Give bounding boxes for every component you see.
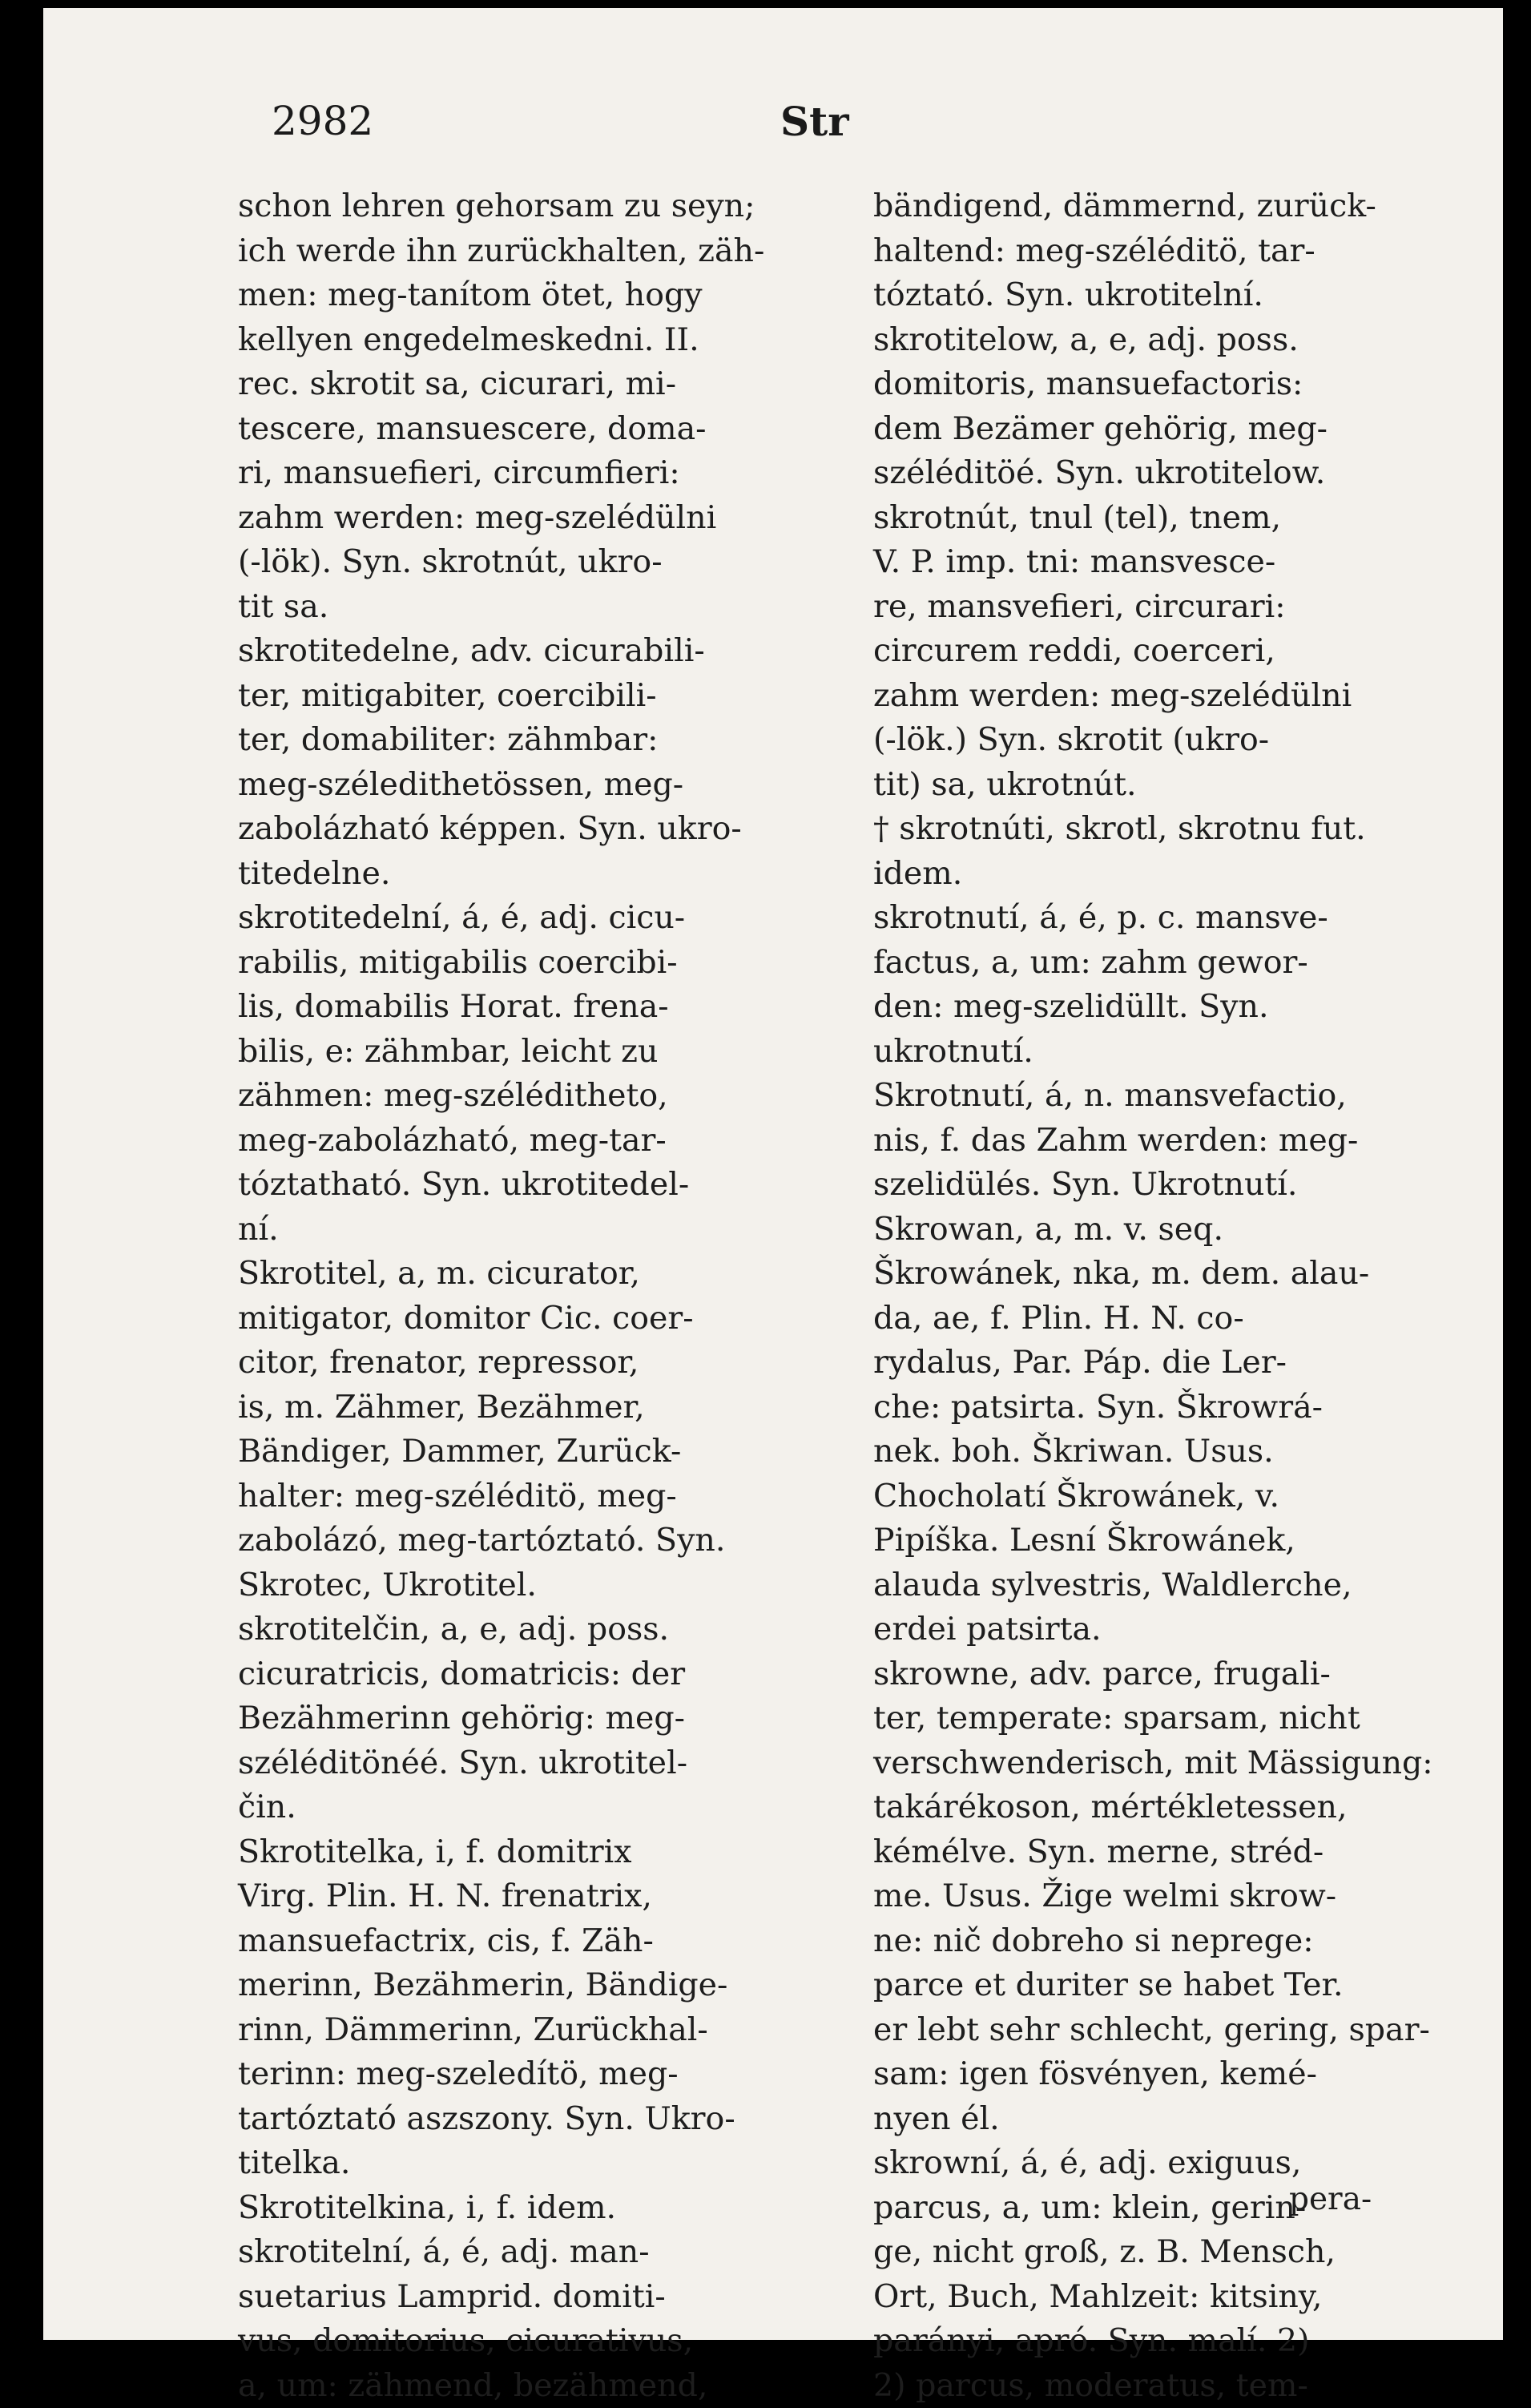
text-line: zabolázó, meg-tartóztató. Syn.: [238, 1519, 799, 1563]
text-line: ne: nič dobreho si neprege:: [873, 1919, 1434, 1964]
text-line: is, m. Zähmer, Bezähmer,: [238, 1386, 799, 1430]
text-line: Skrotitel, a, m. cicurator,: [238, 1252, 799, 1297]
running-head: Str: [780, 98, 849, 145]
text-line: bändigend, dämmernd, zurück-: [873, 184, 1434, 229]
text-line: nyen él.: [873, 2097, 1434, 2142]
text-line: citor, frenator, repressor,: [238, 1341, 799, 1386]
text-line: ge, nicht groß, z. B. Mensch,: [873, 2230, 1434, 2275]
left-column: [238, 184, 799, 2408]
text-line: ri, mansuefieri, circumfieri:: [238, 451, 799, 496]
text-line: † skrotnúti, skrotl, skrotnu fut.: [873, 807, 1434, 852]
text-line: schon lehren gehorsam zu seyn;: [238, 184, 799, 229]
text-line: ní.: [238, 1208, 799, 1252]
text-line: mansuefactrix, cis, f. Zäh-: [238, 1919, 799, 1964]
text-line: erdei patsirta.: [873, 1607, 1434, 1652]
text-line: 2) parcus, moderatus, tem-: [873, 2364, 1434, 2408]
text-line: čin.: [238, 1785, 799, 1830]
text-line: Skrotec, Ukrotitel.: [238, 1563, 799, 1608]
text-line: tit sa.: [238, 585, 799, 630]
text-line: Skrowan, a, m. v. seq.: [873, 1208, 1434, 1252]
text-line: skrotnút, tnul (tel), tnem,: [873, 496, 1434, 541]
text-line: takárékoson, mértékletessen,: [873, 1785, 1434, 1830]
text-line: zahm werden: meg-szelédülni: [873, 674, 1434, 719]
text-line: zähmen: meg-széléditheto,: [238, 1074, 799, 1119]
text-line: parce et duriter se habet Ter.: [873, 1963, 1434, 2008]
text-line: zahm werden: meg-szelédülni: [238, 496, 799, 541]
text-line: skrotnutí, á, é, p. c. mansve-: [873, 896, 1434, 941]
text-line: ich werde ihn zurückhalten, zäh-: [238, 229, 799, 274]
text-line: tartóztató aszszony. Syn. Ukro-: [238, 2097, 799, 2142]
text-line: Skrotitelkina, i, f. idem.: [238, 2186, 799, 2231]
text-line: rinn, Dämmerinn, Zurückhal-: [238, 2008, 799, 2053]
text-line: nek. boh. Škriwan. Usus.: [873, 1430, 1434, 1474]
text-line: titelka.: [238, 2141, 799, 2186]
text-line: parcus, a, um: klein, gerin-: [873, 2186, 1434, 2231]
text-line: sam: igen fösvényen, kemé-: [873, 2052, 1434, 2097]
text-line: zabolázható képpen. Syn. ukro-: [238, 807, 799, 852]
text-line: rec. skrotit sa, cicurari, mi-: [238, 362, 799, 407]
text-line: Škrowánek, nka, m. dem. alau-: [873, 1252, 1434, 1297]
text-line: che: patsirta. Syn. Škrowrá-: [873, 1386, 1434, 1430]
text-line: Skrotitelka, i, f. domitrix: [238, 1830, 799, 1875]
text-line: rydalus, Par. Páp. die Ler-: [873, 1341, 1434, 1386]
text-line: (-lök.) Syn. skrotit (ukro-: [873, 718, 1434, 763]
text-line: skrowní, á, é, adj. exiguus,: [873, 2141, 1434, 2186]
text-line: skrotitedelne, adv. cicurabili-: [238, 629, 799, 674]
text-line: meg-zabolázható, meg-tar-: [238, 1119, 799, 1164]
text-line: halter: meg-széléditö, meg-: [238, 1474, 799, 1519]
text-line: Ort, Buch, Mahlzeit: kitsiny,: [873, 2275, 1434, 2320]
text-line: haltend: meg-széléditö, tar-: [873, 229, 1434, 274]
catchword: pera-: [1289, 2181, 1372, 2217]
text-line: nis, f. das Zahm werden: meg-: [873, 1119, 1434, 1164]
text-line: factus, a, um: zahm gewor-: [873, 941, 1434, 986]
dictionary-page: [43, 8, 1503, 2340]
text-line: (-lök). Syn. skrotnút, ukro-: [238, 540, 799, 585]
text-line: kémélve. Syn. merne, stréd-: [873, 1830, 1434, 1875]
text-line: idem.: [873, 852, 1434, 897]
text-line: verschwenderisch, mit Mässigung:: [873, 1741, 1434, 1786]
text-line: ter, temperate: sparsam, nicht: [873, 1696, 1434, 1741]
text-line: a, um: zähmend, bezähmend,: [238, 2364, 799, 2408]
text-line: re, mansvefieri, circurari:: [873, 585, 1434, 630]
text-line: Bändiger, Dammer, Zurück-: [238, 1430, 799, 1474]
text-line: skrotitelow, a, e, adj. poss.: [873, 318, 1434, 363]
text-line: tóztatható. Syn. ukrotitedel-: [238, 1163, 799, 1208]
text-line: ter, mitigabiter, coercibili-: [238, 674, 799, 719]
text-line: alauda sylvestris, Waldlerche,: [873, 1563, 1434, 1608]
text-line: szelidülés. Syn. Ukrotnutí.: [873, 1163, 1434, 1208]
text-line: Skrotnutí, á, n. mansvefactio,: [873, 1074, 1434, 1119]
text-line: kellyen engedelmeskedni. II.: [238, 318, 799, 363]
text-line: tit) sa, ukrotnút.: [873, 763, 1434, 808]
text-line: ukrotnutí.: [873, 1030, 1434, 1075]
text-line: Pipíška. Lesní Škrowánek,: [873, 1519, 1434, 1563]
text-line: den: meg-szelidüllt. Syn.: [873, 985, 1434, 1030]
text-line: circurem reddi, coerceri,: [873, 629, 1434, 674]
text-line: széléditönéé. Syn. ukrotitel-: [238, 1741, 799, 1786]
text-line: skrotitedelní, á, é, adj. cicu-: [238, 896, 799, 941]
text-line: dem Bezämer gehörig, meg-: [873, 407, 1434, 452]
page-number: 2982: [272, 98, 373, 144]
text-line: merinn, Bezähmerin, Bändige-: [238, 1963, 799, 2008]
text-line: lis, domabilis Horat. frena-: [238, 985, 799, 1030]
text-line: rabilis, mitigabilis coercibi-: [238, 941, 799, 986]
text-line: vus, domitorius, cicurativus,: [238, 2319, 799, 2364]
text-line: terinn: meg-szeledítö, meg-: [238, 2052, 799, 2097]
text-line: széléditöé. Syn. ukrotitelow.: [873, 451, 1434, 496]
text-line: domitoris, mansuefactoris:: [873, 362, 1434, 407]
text-line: mitigator, domitor Cic. coer-: [238, 1297, 799, 1341]
text-line: er lebt sehr schlecht, gering, spar-: [873, 2008, 1434, 2053]
text-line: V. P. imp. tni: mansvesce-: [873, 540, 1434, 585]
text-line: tescere, mansuescere, doma-: [238, 407, 799, 452]
text-line: da, ae, f. Plin. H. N. co-: [873, 1297, 1434, 1341]
text-line: Bezähmerinn gehörig: meg-: [238, 1696, 799, 1741]
text-line: skrotitelní, á, é, adj. man-: [238, 2230, 799, 2275]
text-line: titedelne.: [238, 852, 799, 897]
text-line: cicuratricis, domatricis: der: [238, 1652, 799, 1697]
text-line: suetarius Lamprid. domiti-: [238, 2275, 799, 2320]
text-line: skrotitelčin, a, e, adj. poss.: [238, 1607, 799, 1652]
text-line: meg-széledithetössen, meg-: [238, 763, 799, 808]
text-line: men: meg-tanítom ötet, hogy: [238, 273, 799, 318]
text-line: me. Usus. Žige welmi skrow-: [873, 1874, 1434, 1919]
text-line: Chocholatí Škrowánek, v.: [873, 1474, 1434, 1519]
text-line: ter, domabiliter: zähmbar:: [238, 718, 799, 763]
text-line: bilis, e: zähmbar, leicht zu: [238, 1030, 799, 1075]
text-line: parányi, apró. Syn. malí. 2): [873, 2319, 1434, 2364]
text-line: Virg. Plin. H. N. frenatrix,: [238, 1874, 799, 1919]
text-line: tóztató. Syn. ukrotitelní.: [873, 273, 1434, 318]
right-column: [873, 184, 1434, 2408]
text-line: skrowne, adv. parce, frugali-: [873, 1652, 1434, 1697]
